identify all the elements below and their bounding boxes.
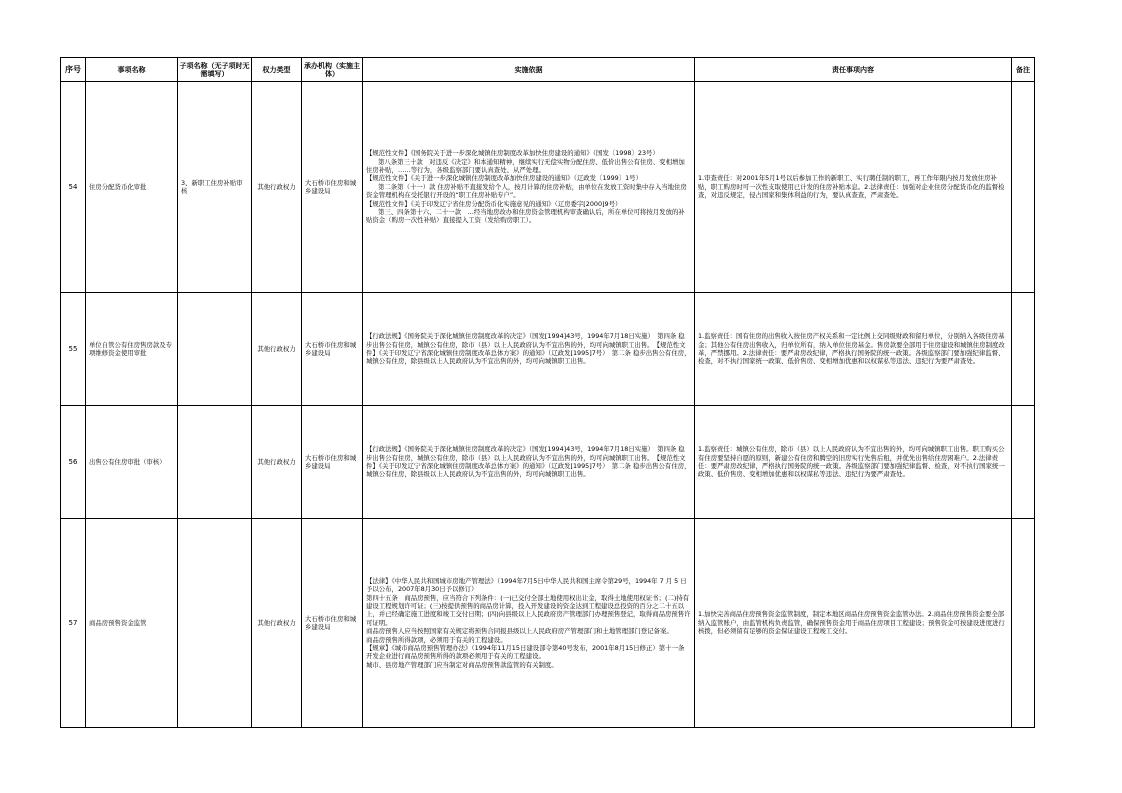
cell-seq: 56: [61, 406, 86, 519]
cell-item-name: 单位自管公有住房售房款及专项维修资金使用审批: [86, 293, 178, 406]
cell-agency: 大石桥市住房和城乡建设局: [302, 82, 363, 293]
cell-basis: [363, 406, 695, 519]
power-list-table: [60, 57, 1035, 728]
basis-paragraph: 【规章】《城市商品房预售管理办法》（1994年11月15日建设部令第40号发布，2001年8月15日修正）第十一条 开发企业进行商品房预售所得的款项必须用于有关的工程建设。: [366, 644, 691, 661]
basis-paragraph: 【法律】《中华人民共和国城市房地产管理法》（1994年7月5日中华人民共和国主席令第29号，1994年 7 月 5 日予以公布，2007年8月30日予以修订）: [366, 576, 687, 594]
basis-paragraph: 第二条第（十一）款 住房补贴不直接发给个人，按月计算的住房补贴，由单位在发放工资时集中存入当地住房资金管理机构在受托银行开设的“职工住房补贴专户”。: [366, 182, 687, 200]
header-basis: 实施依据: [363, 58, 695, 82]
basis-paragraph: 第四十五条 商品房预售，应当符合下列条件：(一)已交付全部土地使用权出让金，取得土地使用权证书；(二)持有建设工程规划许可证；(三)按提供预售的商品房计算，投入开发建设的资金达到工程建设总投资的百分之二十五以上，并已经确定施工进度和竣工交付日期；(四)向县级以上人民政府房产管理部门办理预售登记，取得商品房预售许可证明。: [366, 593, 691, 627]
basis-paragraph: 【规范性文件】《国务院关于进一步深化城镇住房制度改革加快住房建设的通知》（国发〔1998〕23号）: [366, 149, 659, 158]
cell-responsibility: 1.审查责任：对2001年5月1号以后参加工作的新职工、实行聘任制的职工，再工作年限内按月发放住房补贴，职工购房时可一次性支取使用已计发的住房补贴本息。2.法律责任：加强对企业住房分配货币化的监督检查，对违反规定，侵占国家和集体利益的行为，要认真查查，严肃查处。: [695, 82, 1012, 293]
cell-item-name: 商品房预售资金监管: [86, 519, 178, 728]
cell-sub-item: [178, 293, 252, 406]
table-row: [61, 519, 1035, 728]
cell-responsibility: 1.监察责任：国有住房的出售收入按住房产权关系和一定比例上交同级财政和留归单位，分别纳入各级住房基金；其他公有住房出售收入，归单位所有，纳入单位住房基金。售房款要全部用于住房建设和城镇住房制度改革，严禁挪用。2.法律责任：要严肃房改纪律，严格执行国务院的统一政策。各级监察部门要加强纪律监督、检查，对不执行国家统一政策、低价售房、变相增加优惠和以权谋私等违法、违纪行为要严肃查处。: [695, 293, 1012, 406]
cell-responsibility: 1.加快完善商品住房预售资金监管制度，制定本地区商品住房预售资金监管办法。2.商品住房预售资金要全部纳入监管账户，由监管机构负责监管，确保预售资金用于商品住房项目工程建设；预售资金可按建设进度进行核拨，但必须留有足够的资金保证建设工程竣工交付。: [695, 519, 1012, 728]
basis-paragraph: 第三、四条第十六、二十一款 …经当地房改办和住房资金管理机构审查确认后，所在单位可将按月发放的补贴资金（购房一次性补贴）直接提入工资（发给购房职工）。: [366, 208, 685, 225]
cell-power-type: 其他行政权力: [252, 406, 302, 519]
cell-remarks: [1012, 82, 1035, 293]
cell-agency: 大石桥市住房和城乡建设局: [302, 519, 363, 728]
cell-item-name: 住房分配货币化审批: [86, 82, 178, 293]
header-row: [61, 58, 1035, 82]
cell-remarks: [1012, 406, 1035, 519]
basis-paragraph: 城市、县房地产管理部门应当制定对商品房预售款监管的有关制度。: [366, 660, 558, 669]
header-item-name: 事项名称: [86, 58, 178, 82]
cell-power-type: 其他行政权力: [252, 519, 302, 728]
cell-remarks: [1012, 293, 1035, 406]
document-sheet: [60, 57, 1034, 728]
header-sub-item: 子项名称（无子项时无需填写）: [178, 58, 252, 82]
basis-paragraph: 【规范性文件】《关于进一步深化城镇住房制度改革加快住房建设的通知》（辽政发〔1999〕1号）: [366, 174, 642, 183]
basis-paragraph: 第八条第三十款 对违反《决定》和本通知精神，继续实行无偿实物分配住房、低价出售公有住房、变相增加住房补贴，……等行为，各级监察部门要认真查处、从严处理。: [366, 157, 685, 174]
cell-sub-item: [178, 406, 252, 519]
cell-seq: 55: [61, 293, 86, 406]
basis-paragraph: 商品房预售所得款项，必须用于有关的工程建设。: [366, 635, 507, 644]
cell-sub-item: [178, 519, 252, 728]
basis-paragraph: 【行政法规】《国务院关于深化城镇住房制度改革的决定》（国发[1994]43号，1994年7月18日实施） 第四条 稳步出售公有住房，城镇公有住房，除市（县）以上人民政府认为不宜出售的外，均可向城镇职工出售。 【规范性文件】《关于印发辽宁省深化城镇住房制度改革总体方案》的通知》（辽政发[1995]7号） 第二条 稳步出售公有住房，城镇公有住房，除县级以上人民政府认为不宜出售的外，均可向城镇职工出售。: [366, 332, 691, 366]
cell-power-type: 其他行政权力: [252, 293, 302, 406]
cell-basis: [363, 82, 695, 293]
cell-basis: [363, 519, 695, 728]
header-remarks: 备注: [1012, 58, 1035, 82]
header-responsibility: 责任事项内容: [695, 58, 1012, 82]
cell-sub-item: 3、新职工住房补贴审核: [178, 82, 252, 293]
cell-responsibility: 1.监察责任：城镇公有住房，除市（县）以上人民政府认为不宜出售的外，均可向城镇职工出售。职工购买公有住房要坚持自愿的原则，新建公有住房和腾空的旧房实行先售后租，并优先出售给住房困难户。2.法律责任：要严肃房改纪律，严格执行国务院的统一政策。各级监察部门要加强纪律监督、检查，对不执行国家统一政策、低价售房、变相增加优惠和以权谋私等违法、违纪行为要严肃查处。: [695, 406, 1012, 519]
header-power-type: 权力类型: [252, 58, 302, 82]
cell-seq: 54: [61, 82, 86, 293]
basis-paragraph: 【规范性文件】《关于印发辽宁省住房分配货币化实施意见的通知》（辽房委字[2000]9号）: [366, 199, 622, 208]
header-seq: 序号: [61, 58, 86, 82]
cell-item-name: 出售公有住房审批（审核）: [86, 406, 178, 519]
cell-seq: 57: [61, 519, 86, 728]
table-row: [61, 406, 1035, 519]
basis-paragraph: 商品房预售人应当按照国家有关规定将预售合同报县级以上人民政府房产管理部门和土地管理部门登记备案。: [366, 627, 673, 636]
cell-agency: 大石桥市住房和城乡建设局: [302, 406, 363, 519]
table-row: [61, 82, 1035, 293]
cell-power-type: 其他行政权力: [252, 82, 302, 293]
cell-agency: 大石桥市住房和城乡建设局: [302, 293, 363, 406]
cell-basis: [363, 293, 695, 406]
header-agency: 承办机构（实施主体）: [302, 58, 363, 82]
cell-remarks: [1012, 519, 1035, 728]
table-row: [61, 293, 1035, 406]
basis-paragraph: 【行政法规】《国务院关于深化城镇住房制度改革的决定》（国发[1994]43号，1994年7月18日实施） 第四条 稳步出售公有住房，城镇公有住房，除市（县）以上人民政府认为不宜出售的外，均可向城镇职工出售。 【规范性文件】《关于印发辽宁省深化城镇住房制度改革总体方案》的通知》（辽政发[1995]7号） 第二条 稳步出售公有住房，城镇公有住房，除县级以上人民政府认为不宜出售的外，均可向城镇职工出售。: [366, 445, 691, 479]
